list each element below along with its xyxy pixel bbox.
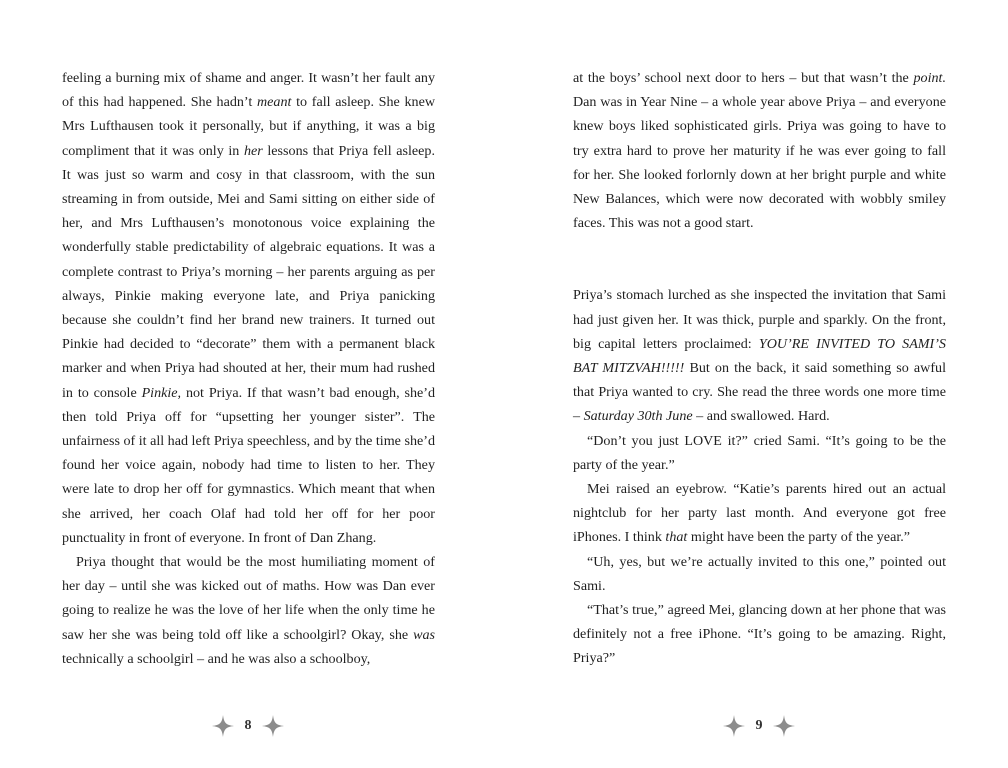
paragraph: “That’s true,” agreed Mei, glancing down at her phone that was definitely not a free iPhone. “It’s going to be amazing. Right, Priya?” <box>573 602 946 667</box>
paragraph: feeling a burning mix of shame and anger. It wasn’t her fault any of this had happened. She hadn’t meant to fall asleep. She knew Mrs Lufthausen took it personally, but if anything, it was a big compliment that it was only in her lessons that Priya fell asleep. It was just so warm and cosy in that classroom, with the sun streaming in from outside, Mei and Sami sitting on either side of her, and Mrs Lufthausen’s monotonous voice explaining the wonderfully stable predictability of algebraic equations. It was a complete contrast to Priya’s morning – her parents arguing as per always, Pinkie making everyone late, and Priya panicking because she couldn’t find her brand new trainers. It turned out Pinkie had decided to “decorate” them with a permanent black marker and when Priya had shouted at her, their mum had rushed in to console Pinkie, not Priya. If that wasn’t bad enough, she’d then told Priya off for “upsetting her younger sister”. The unfairness of it all had left Priya speechless, and by the time she’d found her voice again, nobody had time to listen to her. They were late to drop her off for gymnastics. Which meant that when she arrived, her coach Olaf had told her off for her poor punctuality in front of everyone. In front of Dan Zhang. <box>62 70 436 546</box>
emphasis-text: that <box>665 529 688 546</box>
emphasis-text: YOU’RE INVITED TO SAMI’S BAT MITZVAH!!!!! <box>573 335 946 377</box>
emphasis-text: meant <box>256 94 292 111</box>
four-point-star-icon <box>722 714 746 738</box>
page-number: 8 <box>244 718 252 733</box>
left-page-footer <box>188 714 308 738</box>
emphasis-text: Saturday 30th June <box>583 408 693 425</box>
section-break <box>573 235 946 283</box>
four-point-star-icon <box>772 714 796 738</box>
paragraph: at the boys’ school next door to hers – but that wasn’t the point. Dan was in Year Nine – a whole year above Priya – and everyone knew boys liked sophisticated girls. Priya was going to have to try extra hard to prove her maturity if he was ever going to fall for her. She looked forlornly down at her bright purple and white New Balances, which were now decorated with wobbly smiley faces. This was not a good start. <box>573 70 946 232</box>
paragraph: Priya thought that would be the most humiliating moment of her day – until she was kicked out of maths. How was Dan ever going to realize he was the love of her life when the only time he saw her she was being told off like a schoolgirl? Okay, she was technically a schoolgirl – and he was also a schoolboy, <box>62 554 435 667</box>
emphasis-text: Pinkie, <box>141 384 182 401</box>
paragraph: Priya’s stomach lurched as she inspected the invitation that Sami had just given her. It was thick, purple and sparkly. On the front, big capital letters proclaimed: YOU’RE INVITED TO SAMI’S BAT MITZVAH!!!!! But on the back, it said something so awful that Priya wanted to cry. She read the three words one more time – Saturday 30th June – and swallowed. Hard. <box>573 287 946 425</box>
right-page-footer <box>699 714 819 738</box>
paragraph: “Don’t you just LOVE it?” cried Sami. “It’s going to be the party of the year.” <box>573 432 946 473</box>
emphasis-text: her <box>243 142 263 159</box>
four-point-star-icon <box>211 714 235 738</box>
emphasis-text: was <box>413 626 435 643</box>
paragraph: “Uh, yes, but we’re actually invited to this one,” pointed out Sami. <box>573 553 946 594</box>
emphasis-text: point. <box>913 70 946 86</box>
four-point-star-icon <box>261 714 285 738</box>
left-page <box>62 66 435 671</box>
paragraph: Mei raised an eyebrow. “Katie’s parents hired out an actual nightclub for her party last month. And everyone got free iPhones. I think that might have been the party of the year.” <box>573 481 946 546</box>
right-page <box>573 66 946 671</box>
page-number: 9 <box>755 718 763 733</box>
